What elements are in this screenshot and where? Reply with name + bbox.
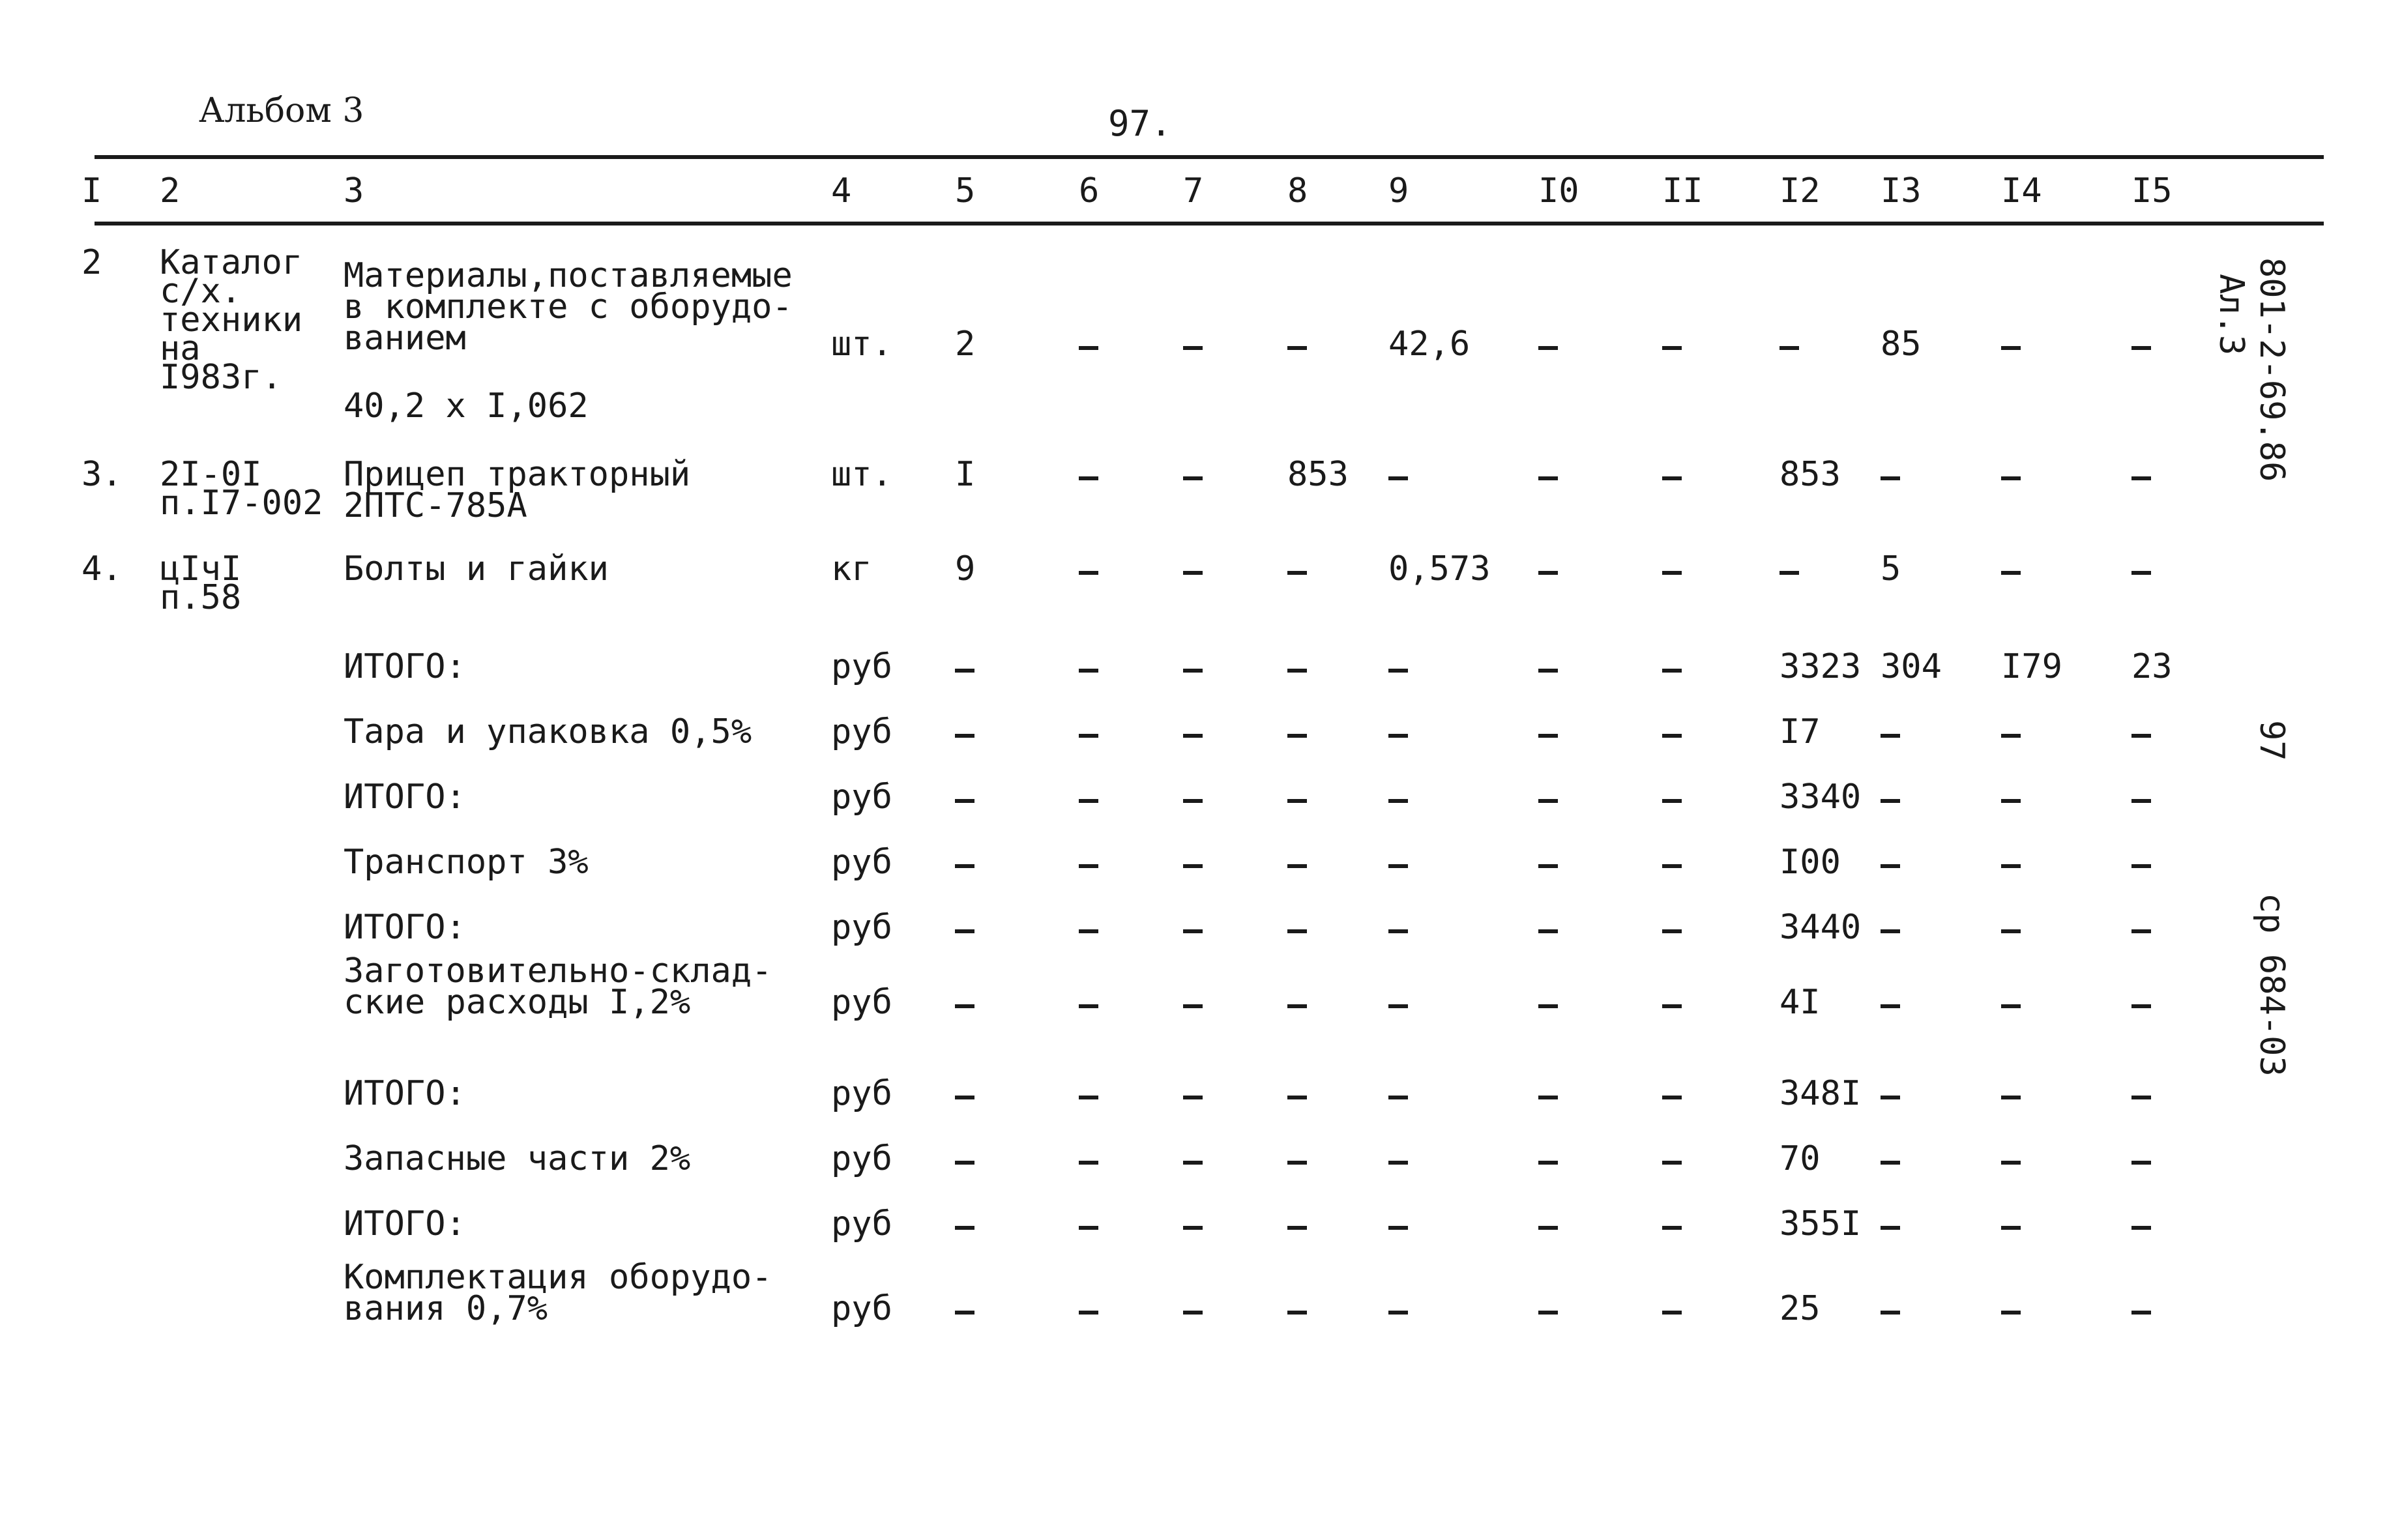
row-name-line: Материалы,поставляемые — [344, 256, 793, 295]
total-unit: руб — [831, 712, 892, 751]
empty-dash — [955, 799, 974, 803]
total-unit: руб — [831, 1204, 892, 1243]
empty-dash — [1183, 1161, 1203, 1165]
empty-dash — [1287, 1004, 1307, 1008]
empty-dash — [2001, 929, 2021, 933]
total-unit: руб — [831, 1289, 892, 1328]
empty-dash — [955, 1096, 974, 1099]
empty-dash — [1388, 734, 1408, 738]
total-label-line: Комплектация оборудо- — [344, 1258, 772, 1297]
row-unit: шт. — [831, 325, 892, 364]
total-label-line: ИТОГО: — [344, 1074, 466, 1113]
empty-dash — [2001, 1161, 2021, 1165]
row-col13: 5 — [1881, 549, 1901, 588]
empty-dash — [1079, 1004, 1098, 1008]
empty-dash — [1662, 669, 1682, 673]
row-name-line: Болты и гайки — [344, 549, 609, 588]
empty-dash — [1287, 1161, 1307, 1165]
empty-dash — [1881, 1311, 1900, 1315]
empty-dash — [1079, 734, 1098, 738]
empty-dash — [1538, 799, 1558, 803]
header-rule-bottom — [95, 222, 2324, 225]
row-number: 3. — [81, 455, 123, 494]
row-name-line: в комплекте с оборудо- — [344, 287, 793, 327]
row-source-line: цIчI — [160, 549, 242, 588]
side-code-bottom: ср 684-03 — [2252, 893, 2291, 1077]
column-header-10: I0 — [1538, 171, 1579, 211]
total-unit: руб — [831, 777, 892, 817]
empty-dash — [1079, 669, 1098, 673]
empty-dash — [1079, 476, 1098, 480]
row-name-line: Прицеп тракторный — [344, 455, 691, 494]
empty-dash — [1183, 1004, 1203, 1008]
empty-dash — [1881, 1226, 1900, 1230]
empty-dash — [1079, 799, 1098, 803]
empty-dash — [1881, 929, 1900, 933]
empty-dash — [1538, 1096, 1558, 1099]
empty-dash — [1388, 929, 1408, 933]
total-col12: 25 — [1779, 1289, 1821, 1328]
total-label-line: ИТОГО: — [344, 1204, 466, 1243]
empty-dash — [955, 669, 974, 673]
total-col14: I79 — [2001, 647, 2062, 686]
total-label-line: ИТОГО: — [344, 647, 466, 686]
empty-dash — [1388, 1096, 1408, 1099]
row-source-line: 2I-0I — [160, 455, 262, 494]
total-label-line: Заготовительно-склад- — [344, 952, 772, 991]
total-label-line: ИТОГО: — [344, 777, 466, 817]
empty-dash — [1183, 1226, 1203, 1230]
total-label-line: Тара и упаковка 0,5% — [344, 712, 752, 751]
empty-dash — [1388, 799, 1408, 803]
empty-dash — [1662, 864, 1682, 868]
empty-dash — [1287, 571, 1307, 575]
total-unit: руб — [831, 1139, 892, 1178]
total-col12: I7 — [1779, 712, 1821, 751]
empty-dash — [1538, 476, 1558, 480]
empty-dash — [1287, 929, 1307, 933]
total-unit: руб — [831, 1074, 892, 1113]
total-unit: руб — [831, 843, 892, 882]
column-header-5: 5 — [955, 171, 976, 211]
row-quantity: I — [955, 455, 976, 494]
empty-dash — [1881, 1004, 1900, 1008]
empty-dash — [2131, 1311, 2151, 1315]
empty-dash — [1881, 734, 1900, 738]
empty-dash — [1538, 864, 1558, 868]
total-label-line: Запасные части 2% — [344, 1139, 691, 1178]
empty-dash — [2131, 476, 2151, 480]
empty-dash — [1079, 929, 1098, 933]
empty-dash — [1183, 476, 1203, 480]
empty-dash — [1079, 864, 1098, 868]
empty-dash — [1881, 476, 1900, 480]
empty-dash — [1183, 799, 1203, 803]
empty-dash — [1079, 346, 1098, 350]
empty-dash — [1287, 1096, 1307, 1099]
empty-dash — [1183, 571, 1203, 575]
empty-dash — [2131, 1096, 2151, 1099]
empty-dash — [2131, 734, 2151, 738]
row-source-line: п.I7-002 — [160, 484, 323, 523]
row-source-line: техники — [160, 300, 303, 340]
column-header-6: 6 — [1079, 171, 1100, 211]
total-col12: 355I — [1779, 1204, 1862, 1243]
row-source-line: I983г. — [160, 358, 282, 397]
empty-dash — [1538, 346, 1558, 350]
side-code-top-sub: Ал.3 — [2212, 274, 2251, 356]
row-col9: 0,573 — [1388, 549, 1491, 588]
empty-dash — [2131, 1226, 2151, 1230]
empty-dash — [2131, 346, 2151, 350]
column-header-2: 2 — [160, 171, 181, 211]
empty-dash — [1287, 346, 1307, 350]
empty-dash — [1662, 1226, 1682, 1230]
total-unit: руб — [831, 647, 892, 686]
album-label: Альбом 3 — [199, 91, 364, 130]
empty-dash — [1538, 734, 1558, 738]
empty-dash — [1079, 1096, 1098, 1099]
total-col12: 3440 — [1779, 908, 1862, 947]
empty-dash — [1183, 1096, 1203, 1099]
row-col9: 42,6 — [1388, 325, 1471, 364]
total-col12: 70 — [1779, 1139, 1821, 1178]
empty-dash — [1538, 1161, 1558, 1165]
empty-dash — [1779, 346, 1799, 350]
empty-dash — [1538, 929, 1558, 933]
empty-dash — [2001, 346, 2021, 350]
empty-dash — [1538, 1311, 1558, 1315]
empty-dash — [1662, 1004, 1682, 1008]
empty-dash — [1183, 864, 1203, 868]
empty-dash — [1662, 346, 1682, 350]
empty-dash — [1538, 1004, 1558, 1008]
row-source-line: Каталог — [160, 243, 303, 282]
empty-dash — [1388, 1226, 1408, 1230]
empty-dash — [2131, 799, 2151, 803]
column-header-11: II — [1662, 171, 1703, 211]
empty-dash — [2001, 1226, 2021, 1230]
side-code-top: 801-2-69.86 — [2252, 257, 2291, 482]
empty-dash — [1388, 669, 1408, 673]
column-header-13: I3 — [1881, 171, 1922, 211]
empty-dash — [1183, 929, 1203, 933]
row-col8: 853 — [1287, 455, 1349, 494]
page-number: 97. — [1108, 103, 1172, 144]
row-number: 2 — [81, 243, 102, 282]
column-header-3: 3 — [344, 171, 364, 211]
total-col12: I00 — [1779, 843, 1841, 882]
empty-dash — [1538, 669, 1558, 673]
empty-dash — [2001, 799, 2021, 803]
empty-dash — [1779, 571, 1799, 575]
column-header-1: I — [81, 171, 102, 211]
empty-dash — [1881, 799, 1900, 803]
column-header-14: I4 — [2001, 171, 2042, 211]
empty-dash — [1662, 1161, 1682, 1165]
empty-dash — [1538, 1226, 1558, 1230]
empty-dash — [2001, 734, 2021, 738]
empty-dash — [1388, 476, 1408, 480]
row-col13: 85 — [1881, 325, 1922, 364]
empty-dash — [1881, 1096, 1900, 1099]
total-label-line: вания 0,7% — [344, 1289, 548, 1328]
empty-dash — [955, 929, 974, 933]
empty-dash — [1183, 669, 1203, 673]
empty-dash — [1287, 734, 1307, 738]
column-header-7: 7 — [1183, 171, 1204, 211]
empty-dash — [1287, 1226, 1307, 1230]
row-col12: 853 — [1779, 455, 1841, 494]
empty-dash — [1388, 864, 1408, 868]
total-col13: 304 — [1881, 647, 1942, 686]
empty-dash — [1881, 1161, 1900, 1165]
empty-dash — [1388, 1004, 1408, 1008]
empty-dash — [1079, 1311, 1098, 1315]
total-col12: 4I — [1779, 983, 1821, 1022]
column-header-8: 8 — [1287, 171, 1308, 211]
empty-dash — [1079, 571, 1098, 575]
empty-dash — [1388, 1161, 1408, 1165]
empty-dash — [955, 864, 974, 868]
row-unit: кг — [831, 549, 872, 588]
header-rule-top — [95, 155, 2324, 159]
total-label-line: Транспорт 3% — [344, 843, 589, 882]
row-quantity: 9 — [955, 549, 976, 588]
empty-dash — [1183, 734, 1203, 738]
column-header-9: 9 — [1388, 171, 1409, 211]
row-unit: шт. — [831, 455, 892, 494]
column-header-12: I2 — [1779, 171, 1821, 211]
row-name-line: 2ПТС-785А — [344, 486, 527, 525]
empty-dash — [1662, 1096, 1682, 1099]
empty-dash — [1287, 1311, 1307, 1315]
empty-dash — [955, 1226, 974, 1230]
total-col12: 3340 — [1779, 777, 1862, 817]
empty-dash — [955, 1004, 974, 1008]
empty-dash — [1287, 864, 1307, 868]
empty-dash — [2001, 864, 2021, 868]
total-unit: руб — [831, 983, 892, 1022]
empty-dash — [2131, 864, 2151, 868]
empty-dash — [1287, 799, 1307, 803]
empty-dash — [1662, 571, 1682, 575]
row-name-line: ванием — [344, 319, 466, 358]
empty-dash — [955, 734, 974, 738]
total-unit: руб — [831, 908, 892, 947]
total-label-line: ские расходы I,2% — [344, 983, 691, 1022]
empty-dash — [1662, 476, 1682, 480]
column-header-15: I5 — [2131, 171, 2173, 211]
row-quantity: 2 — [955, 325, 976, 364]
empty-dash — [1287, 669, 1307, 673]
row-source-line: на — [160, 329, 201, 368]
empty-dash — [1662, 734, 1682, 738]
empty-dash — [1538, 571, 1558, 575]
empty-dash — [1662, 929, 1682, 933]
empty-dash — [1079, 1226, 1098, 1230]
empty-dash — [2001, 1311, 2021, 1315]
empty-dash — [2001, 476, 2021, 480]
empty-dash — [1881, 864, 1900, 868]
side-page-number: 97 — [2252, 720, 2291, 761]
empty-dash — [2001, 1096, 2021, 1099]
row-source-line: с/х. — [160, 272, 242, 311]
total-col12: 3323 — [1779, 647, 1862, 686]
empty-dash — [2131, 929, 2151, 933]
empty-dash — [955, 1161, 974, 1165]
empty-dash — [2131, 1004, 2151, 1008]
row-source-line: п.58 — [160, 578, 242, 617]
column-header-4: 4 — [831, 171, 852, 211]
empty-dash — [2131, 571, 2151, 575]
total-label-line: ИТОГО: — [344, 908, 466, 947]
empty-dash — [1183, 1311, 1203, 1315]
row-number: 4. — [81, 549, 123, 588]
empty-dash — [1662, 799, 1682, 803]
total-col15: 23 — [2131, 647, 2173, 686]
empty-dash — [2001, 571, 2021, 575]
empty-dash — [1388, 1311, 1408, 1315]
row-name-extra: 40,2 x I,062 — [344, 386, 589, 426]
empty-dash — [2131, 1161, 2151, 1165]
empty-dash — [2001, 1004, 2021, 1008]
empty-dash — [955, 1311, 974, 1315]
empty-dash — [1079, 1161, 1098, 1165]
empty-dash — [1662, 1311, 1682, 1315]
empty-dash — [1183, 346, 1203, 350]
total-col12: 348I — [1779, 1074, 1862, 1113]
